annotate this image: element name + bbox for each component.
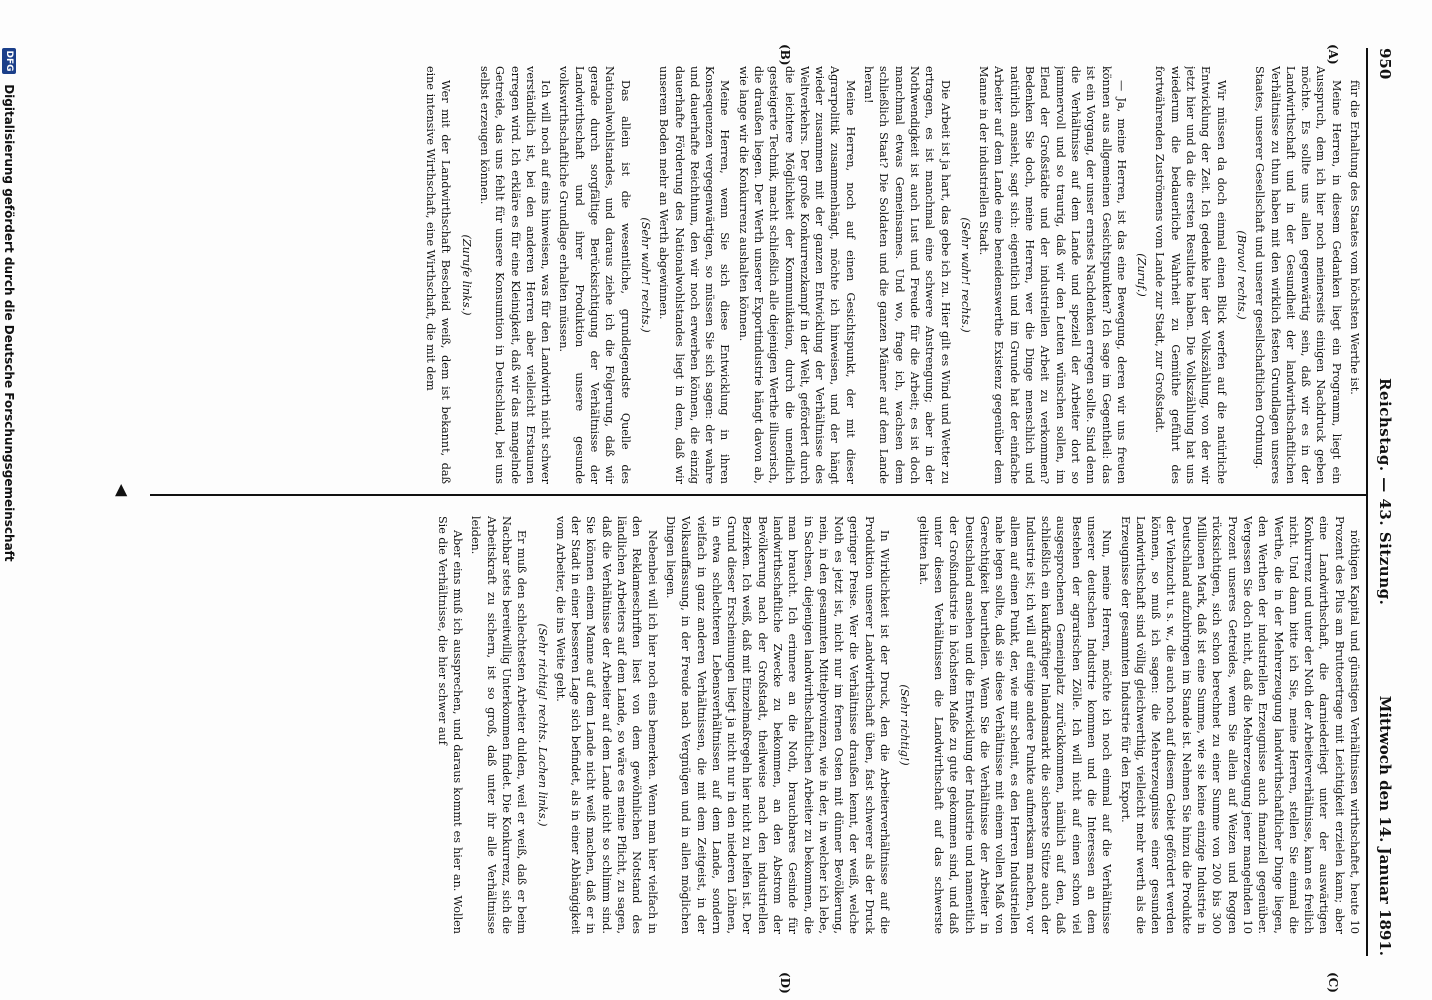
digitization-credit bbox=[2, 48, 17, 980]
page-number: 950 bbox=[1376, 48, 1394, 80]
credit-text: Digitalisierung gefördert durch die Deutsche Forschungsgemeinschaft bbox=[2, 84, 17, 562]
session-date: Mittwoch den 14. Januar 1891. bbox=[1376, 695, 1394, 956]
paragraph: nöthigen Kapital und günstigen Verhältnissen wirthschaftet, heute 10 Prozent des Plus am Bruttoertrage mit Leichtigkeit erzielen kann; aber eine Landwirthschaft, die darniederliegt unter der auswärtigen Konkurrenz und unter der Noth der Arbeiterverhältnisse, kann es freilich nicht. Und dann bitte ich Sie, meine Herren, stellen Sie einmal die Werthe, die in der Mehrerzeugung landwirthschaftlicher Dinge liegen, den Werthen der industriellen Erzeugnisse auch finanziell gegenüber. Vergessen Sie doch nicht, daß die Mehrerzeugung jener mangelnden 10 Prozent unseres Getreides, wenn Sie allein auf Weizen und Roggen rücksichtigen, sich schon berechnet zu einer Summe von 200 bis 300 Millionen Mark, daß ist eine Summe, wie sie keine einzige Industrie in Deutschland aufzubringen im Stande ist. Nehmen Sie hinzu die Produkte der Viehzucht u. s. w., die auch noch auf diesem Gebiet gefördert werden können, so muß ich sagen: die Mehrerzeugnisse einer gesunden Landwirthschaft sind völlig gleichwerthig, vielleicht mehr werth als die Erzeugnisse der gesammten Industrie für den Export. bbox=[1118, 516, 1361, 934]
interjection: (Sehr richtig!) bbox=[898, 684, 912, 766]
paragraph: Ich will noch auf eins hinweisen, was für den Landwirth nicht schwer verständlich ist, bei den anderen Herren aber vielleicht Erstaunen erregen wird. Ich erkläre es für eine Kleinigkeit, daß wir das mangelnde Getreide, das uns fehlt für unsere Konsumtion in Deutschland, bei uns selbst erzeugen können. bbox=[477, 66, 553, 484]
paragraph: für die Erhaltung des Staates vom höchsten Werthe ist. bbox=[1348, 80, 1361, 395]
paragraph: Meine Herren, in diesem Gedanken liegt ein Programm, liegt ein Ausspruch, dem ich hier noch meinerseits einigen Nachdruck geben möchte. Es sollte uns allen gegenwärtig sein, daß wir es in der Landwirthschaft und in der Gesundheit der landwirthschaftlichen Verhältnisse zu thun haben mit den wirklich festen Grundlagen unseres Staates, unserer Gesellschaft und unserer gesellschaftlichen Ordnung. bbox=[1253, 66, 1343, 484]
page-header bbox=[1366, 48, 1398, 956]
paragraph: Wer mit der Landwirthschaft Bescheid weiß, dem ist bekannt, daß eine intensive Wirthschaft, eine Wirthschaft, die mit dem bbox=[424, 66, 453, 484]
session-title: Reichstag. — 43. Sitzung. bbox=[1376, 378, 1394, 606]
margin-marker-b: (B) bbox=[778, 44, 792, 66]
interjection: (Sehr wahr! rechts.) bbox=[638, 217, 652, 333]
paragraph: Meine Herren, noch auf einen Gesichtspunkt, der mit dieser Agrarpolitik zusammenhängt, möchte ich hinweisen, und der hängt wieder zusammen mit der ganzen Entwicklung der Verhältnisse des Weltverkehrs. Der große Konkurrenzkampf in der Welt, gefördert durch die leichtere Möglichkeit der Kommunikation, durch die unendlich gesteigerte Technik, macht schließlich alle diejenigen Werthe illusorisch, die draußen liegen. Der Werth unserer Exportindustrie hängt davon ab, wie lange wir die Konkurrenz aushalten können. bbox=[736, 66, 857, 484]
arrow-left-icon: ◀ bbox=[113, 484, 132, 497]
margin-marker-c: (C) bbox=[1326, 972, 1340, 993]
right-text-column bbox=[148, 516, 1362, 934]
margin-marker-a: (A) bbox=[1326, 44, 1340, 65]
paragraph: Er muß den schlechtesten Arbeiter dulden, weil er weiß, daß er beim Nachbar stets bereitwillig Unterkommen findet. Die Konkurrenz, sich die Arbeitskraft zu sichern, ist so groß, daß unter ihr alle Verhältnisse leiden. bbox=[469, 516, 529, 934]
paragraph: Nebenbei will ich hier noch eins bemerken. Wenn man hier vielfach in den Reklameschriften liest von dem gewöhnlichen Notstand des ländlichen Arbeiters auf dem Lande, so wäre es meine Pflicht, zu sagen, daß die Verhältnisse der Arbeiter auf dem Lande nicht so schlimm sind. Sie können einem Manne auf dem Lande nicht weiß machen, daß er in der Stadt in einer besseren Lage sich befindet, als in einer Abhängigkeit vom Arbeiter, die ins Weite geht. bbox=[553, 516, 659, 934]
paragraph: Das allein ist die wesentliche, grundlegendste Quelle des Nationalwohlstandes, und daraus ziehe ich die Folgerung, daß wir gerade durch sorgfältige Berücksichtigung der Verhältnisse der Landwirthschaft und ihrer Produktion unsere gesunde volkswirthschaftliche Grundlage erhalten müssen. bbox=[557, 66, 632, 484]
paragraph: Nun, meine Herren, möchte ich noch einmal auf die Verhältnisse unserer deutschen Industrie kommen und die Interessen an dem Bestehen der agrarischen Zölle. Ich will nicht auf einen schon viel ausgesprochenen Gemeinplatz zurückkommen, nämlich auf den, daß schließlich ein kaufkräftiger Inlandsmarkt die sicherste Stütze auch der Industrie ist; ich will auf einige andere Punkte aufmerksam machen, vor allem auf einen Punkt, der, wie mir scheint, es den Herren Industriellen nahe legen sollte, daß sie diese Verhältnisse mit einem vollen Maß von Gerechtigkeit beurtheilen. Wenn Sie die Verhältnisse der Arbeiter in Deutschland ansehen und die Entwicklung der Industrie und namentlich der Großindustrie in höchstem Maße zu gute gekommen sind, und daß unter diesen Verhältnissen die Landwirthschaft auf das schwerste gelitten hat. bbox=[916, 516, 1114, 934]
paragraph: Aber eins muß ich aussprechen, und daraus kommt es hier an. Wollen Sie die Verhältnisse, die hier schwer auf bbox=[435, 516, 465, 934]
margin-marker-d: (D) bbox=[778, 972, 792, 994]
interjection: (Zurufe links.) bbox=[459, 234, 473, 316]
interjection: (Zuruf.) bbox=[1135, 253, 1149, 297]
paragraph: In Wirklichkeit ist der Druck, den die Arbeiterverhältnisse auf die Produktion unserer Landwirthschaft üben, fast schwerer als der Druck geringer Preise. Wer die Verhältnisse draußen kennt, der weiß, welche Noth es jetzt ist, nicht nur im fernen Osten mit dünner Bevölkerung, nein, in den gesammten Mittelprovinzen, wie in der, in welcher ich lebe, in Sachsen, diejenigen landwirthschaftlichen Arbeiter zu bekommen, die man braucht. Ich erinnere an die Noth, brauchbares Gesinde für landwirthschaftliche Zwecke zu bekommen, an den Abstrom der Bevölkerung nach der Großstadt, theilweise nach den industriellen Bezirken. Ich weiß, daß mit Einzelmaßregeln hier nicht zu helfen ist. Der Grund dieser Erscheinungen liegt ja nicht nur in den niederen Löhnen, in etwa schlechteren Lebensverhältnissen auf dem Lande, sondern vielfach in ganz anderen Verhältnissen, die mit dem Zeitgeist, in der Volksauffassung, in der Freude nach Vergnügen und in allen möglichen Dingen liegen. bbox=[663, 516, 892, 934]
left-text-column bbox=[148, 66, 1362, 484]
interjection: (Bravo! rechts.) bbox=[1234, 230, 1248, 320]
paragraph: Die Arbeit ist ja hart, das gebe ich zu. Hier gilt es Wind und Wetter zu ertragen, es ist manchmal eine schwere Anstrengung; aber in der Nothwendigkeit ist auch Lust und Freude für die Arbeit; es ist doch manchmal etwas Gemeinsames. Und wo, frage ich, wachsen dem schließlich Staat? Die Soldaten und die ganzen Männer auf dem Lande heran! bbox=[862, 66, 952, 484]
interjection: (Sehr wahr! rechts.) bbox=[958, 217, 972, 333]
interjection: (Sehr richtig! rechts. Lachen links.) bbox=[535, 623, 549, 827]
column-divider bbox=[150, 494, 1366, 496]
dfg-logo: DFG bbox=[2, 48, 16, 74]
paragraph: — Ja, meine Herren, ist das eine Bewegung, deren wir uns freuen können aus allgemeinen Gesichtspunkten? Ich sage im Gegentheil: das ist ein Vorgang, der unser ernstes Nachdenken erregen sollte. Sind denn die Verhältnisse auf dem Lande und speziell der Arbeiter dort so jammervoll und so traurig, daß wir den Leuten wünschen sollen, im Elend der Großstädte und der industriellen Arbeit zu verkommen? Bedenken Sie doch, meine Herren, wer die Dinge menschlich und natürlich ansieht, sagt sich: eigentlich und im Grunde hat der einfache Arbeiter auf dem Lande eine beneidenswerthe Existenz gegenüber dem Manne in der industriellen Stadt. bbox=[977, 66, 1128, 484]
paragraph: Meine Herren, wenn Sie sich diese Entwicklung in ihren Konsequenzen vergegenwärtigen, so müssen Sie sich sagen: der wahre und dauerhafte Reichthum, den wir noch erwerben können, die einzig dauerhafte Förderung des Nationalwohlstandes liegt in dem, daß wir unserem Boden mehr an Werth abgewinnen. bbox=[657, 66, 732, 484]
paragraph: Wir müssen da doch einmal einen Blick werfen auf die natürliche Entwicklung der Zeit. Ich gedenke hier der Volkszählung, von der wir jetzt hier und da die ersten Resultate haben. Die Volkszählung hat uns wiederum die bedauerliche Wahrheit zu Gemüthe geführt des fortwährenden Zuströmens vom Lande zur Stadt, zur Großstadt. bbox=[1153, 66, 1228, 484]
